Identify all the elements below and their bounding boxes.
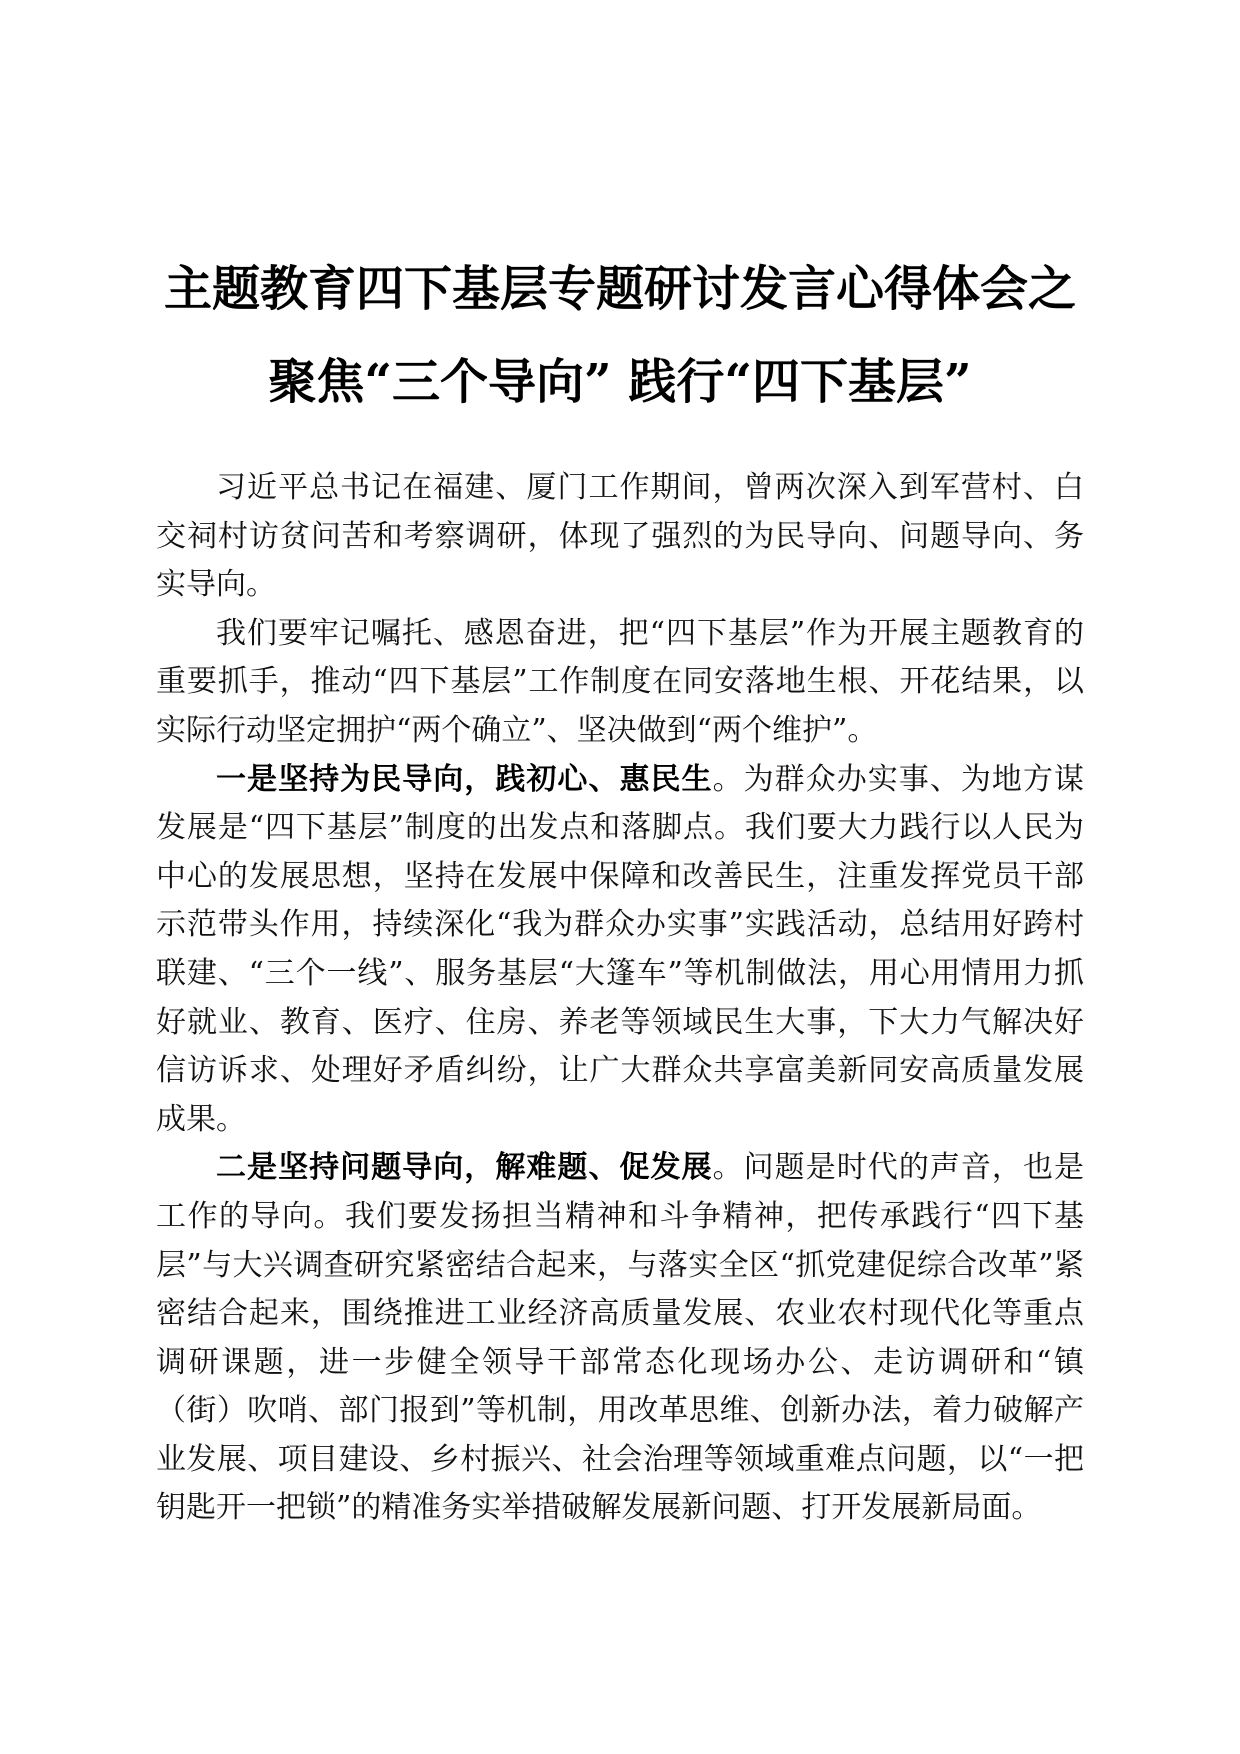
document-title: 主题教育四下基层专题研讨发言心得体会之聚焦“三个导向” 践行“四下基层” <box>163 261 1076 410</box>
document-body <box>156 464 1084 1533</box>
paragraph-text: 习近平总书记在福建、厦门工作期间，曾两次深入到军营村、白交祠村访贫问苦和考察调研，体现了强烈的为民导向、问题导向、务实导向。 <box>156 470 1084 603</box>
paragraph-intro <box>156 464 1084 610</box>
paragraph-text: 我们要牢记嘱托、感恩奋进，把“四下基层”作为开展主题教育的重要抓手，推动“四下基层”工作制度在同安落地生根、开花结果，以实际行动坚定拥护“两个确立”、坚决做到“两个维护”。 <box>156 615 1084 748</box>
paragraph-lead-heading: 二是坚持问题导向，解难题、促发展 <box>216 1150 713 1186</box>
paragraph-lead-heading: 一是坚持为民导向，践初心、惠民生 <box>216 761 713 797</box>
paragraph-text: 。为群众办实事、为地方谋发展是“四下基层”制度的出发点和落脚点。我们要大力践行以人民为中心的发展思想，坚持在发展中保障和改善民生，注重发挥党员干部示范带头作用，持续深化“我为群众办实事”实践活动，总结用好跨村联建、“三个一线”、服务基层“大篷车”等机制做法，用心用情用力抓好就业、教育、医疗、住房、养老等领域民生大事，下大力气解决好信访诉求、处理好矛盾纠纷，让广大群众共享富美新同安高质量发展成果。 <box>156 761 1085 1137</box>
paragraph-point-two <box>156 1144 1084 1533</box>
paragraph-text: 。问题是时代的声音，也是工作的导向。我们要发扬担当精神和斗争精神，把传承践行“四下基层”与大兴调查研究紧密结合起来，与落实全区“抓党建促综合改革”紧密结合起来，围绕推进工业经济高质量发展、农业农村现代化等重点调研课题，进一步健全领导干部常态化现场办公、走访调研和“镇（街）吹哨、部门报到”等机制，用改革思维、创新办法，着力破解产业发展、项目建设、乡村振兴、社会治理等领域重难点问题，以“一把钥匙开一把锁”的精准务实举措破解发展新问题、打开发展新局面。 <box>156 1150 1085 1526</box>
paragraph-point-one <box>156 756 1084 1145</box>
paragraph-commitment <box>156 610 1084 756</box>
